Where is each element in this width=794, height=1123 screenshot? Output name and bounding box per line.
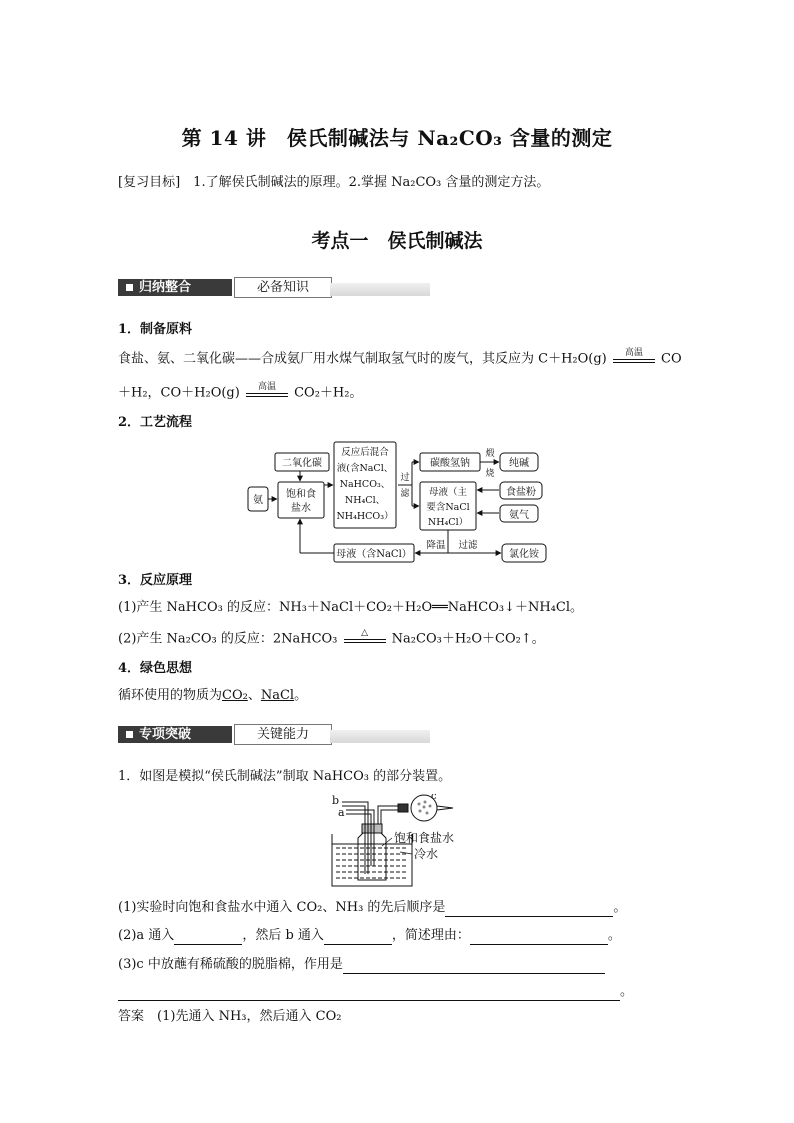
answer	[118, 1008, 341, 1026]
label-cold-water: 冷水	[414, 847, 439, 861]
materials-line1: 食盐、氨、二氧化碳——合成氨厂用水煤气制取氢气时的废气，其反应为 C＋H₂O(g) 高温 CO	[118, 348, 682, 367]
high-temp-arrow-2: 高温	[244, 384, 290, 402]
question-3-line2: 。	[118, 983, 633, 1001]
process-flow-diagram	[240, 440, 560, 566]
banner-light: 关键能力	[234, 724, 332, 745]
question-1: (1)实验时向饱和食盐水中通入 CO₂、NH₃ 的先后顺序是 。	[118, 900, 627, 915]
label-c: c	[431, 794, 437, 802]
banner-bar	[330, 730, 430, 743]
flow-mother-2-box: 母液（含NaCl）	[336, 549, 412, 560]
heading-green: 4．绿色思想	[118, 661, 193, 676]
flow-brine-1: 饱和食	[286, 489, 316, 500]
review-goals	[118, 174, 549, 192]
answer-blank-3a[interactable]	[343, 959, 605, 974]
banner-breakthrough	[118, 724, 430, 744]
section-title: 考点一 侯氏制碱法	[311, 230, 483, 252]
answer-blank-2a[interactable]	[174, 930, 242, 945]
flow-mix-2: 液(含NaCl、	[336, 463, 394, 474]
flow-calcine-1: 煅	[485, 449, 495, 459]
flow-mix-5: NH₄HCO₃）	[336, 511, 394, 522]
heading-materials: 1．制备原料	[118, 322, 193, 337]
question-stem: 1．如图是模拟“侯氏制碱法”制取 NaHCO₃ 的部分装置。	[118, 769, 452, 784]
answer-blank-2b[interactable]	[324, 930, 392, 945]
high-temp-arrow: 高温	[611, 350, 657, 368]
flow-mother-3: NH₄Cl）	[427, 517, 469, 528]
green-text: 循环使用的物质为CO₂、NaCl。	[118, 688, 308, 703]
heat-arrow: △	[342, 630, 388, 648]
banner-dark: 归纳整合	[118, 279, 232, 296]
square-icon	[126, 284, 133, 291]
heading-process: 2．工艺流程	[118, 415, 193, 430]
flow-brine-2: 盐水	[291, 503, 311, 514]
review-text: 1.了解侯氏制碱法的原理。2.掌握 Na₂CO₃ 含量的测定方法。	[193, 175, 550, 190]
banner-dark: 专项突破	[118, 726, 232, 743]
label-brine: 饱和食盐水	[394, 831, 455, 845]
label-a: a	[338, 806, 345, 819]
flow-filter-1: 过	[400, 473, 410, 483]
flow-co2: 二氧化碳	[282, 458, 322, 469]
flow-soda: 纯碱	[509, 458, 529, 469]
flow-nh4cl: 氯化铵	[509, 549, 539, 560]
flow-mother-1: 母液（主	[428, 487, 468, 498]
flow-ammonia-gas: 氨气	[509, 510, 529, 521]
banner-light: 必备知识	[234, 277, 332, 298]
answer-blank-1[interactable]	[445, 902, 613, 917]
apparatus-figure	[328, 794, 478, 889]
page-title: 第 14 讲 侯氏制碱法与 Na₂CO₃ 含量的测定	[181, 126, 613, 150]
flow-filter-3: 过滤	[458, 540, 478, 551]
materials-line2: ＋H₂，CO＋H₂O(g) 高温 CO₂＋H₂。	[118, 382, 363, 401]
flow-mix-3: NaHCO₃、	[339, 479, 391, 490]
flow-ammonia: 氨	[253, 495, 263, 506]
answer-text: (1)先通入 NH₃，然后通入 CO₂	[157, 1009, 342, 1024]
recycle-nacl: NaCl	[260, 688, 295, 703]
flow-salt-powder: 食盐粉	[506, 487, 536, 498]
question-3: (3)c 中放蘸有稀硫酸的脱脂棉，作用是	[118, 956, 605, 974]
flow-nahco3: 碳酸氢钠	[430, 458, 470, 469]
answer-blank-3b[interactable]	[118, 986, 620, 1001]
label-b: b	[332, 794, 340, 807]
flow-mix-4: NH₄Cl、	[344, 495, 386, 506]
recycle-co2: CO₂	[222, 688, 248, 703]
reaction-1: (1)产生 NaHCO₃ 的反应：NH₃＋NaCl＋CO₂＋H₂O══NaHCO₃↓＋NH₄Cl。	[118, 600, 583, 615]
answer-label: 答案	[118, 1009, 145, 1024]
flow-calcine-2: 烧	[485, 469, 495, 479]
square-icon	[126, 731, 133, 738]
heading-principle: 3．反应原理	[118, 573, 193, 588]
question-2: (2)a 通入 ，然后 b 通入 ，简述理由： 。	[118, 928, 621, 943]
flow-cool: 降温	[426, 540, 446, 551]
reaction-2: (2)产生 Na₂CO₃ 的反应：2NaHCO₃ △ Na₂CO₃＋H₂O＋CO₂↑。	[118, 628, 545, 647]
flow-mother-2: 要含NaCl	[426, 502, 470, 513]
banner-bar	[330, 283, 430, 296]
flow-mix-1: 反应后混合	[341, 447, 389, 458]
flow-filter-2: 滤	[400, 489, 410, 499]
banner-induction	[118, 277, 430, 297]
answer-blank-2c[interactable]	[470, 930, 608, 945]
review-tag: [复习目标]	[118, 175, 181, 190]
